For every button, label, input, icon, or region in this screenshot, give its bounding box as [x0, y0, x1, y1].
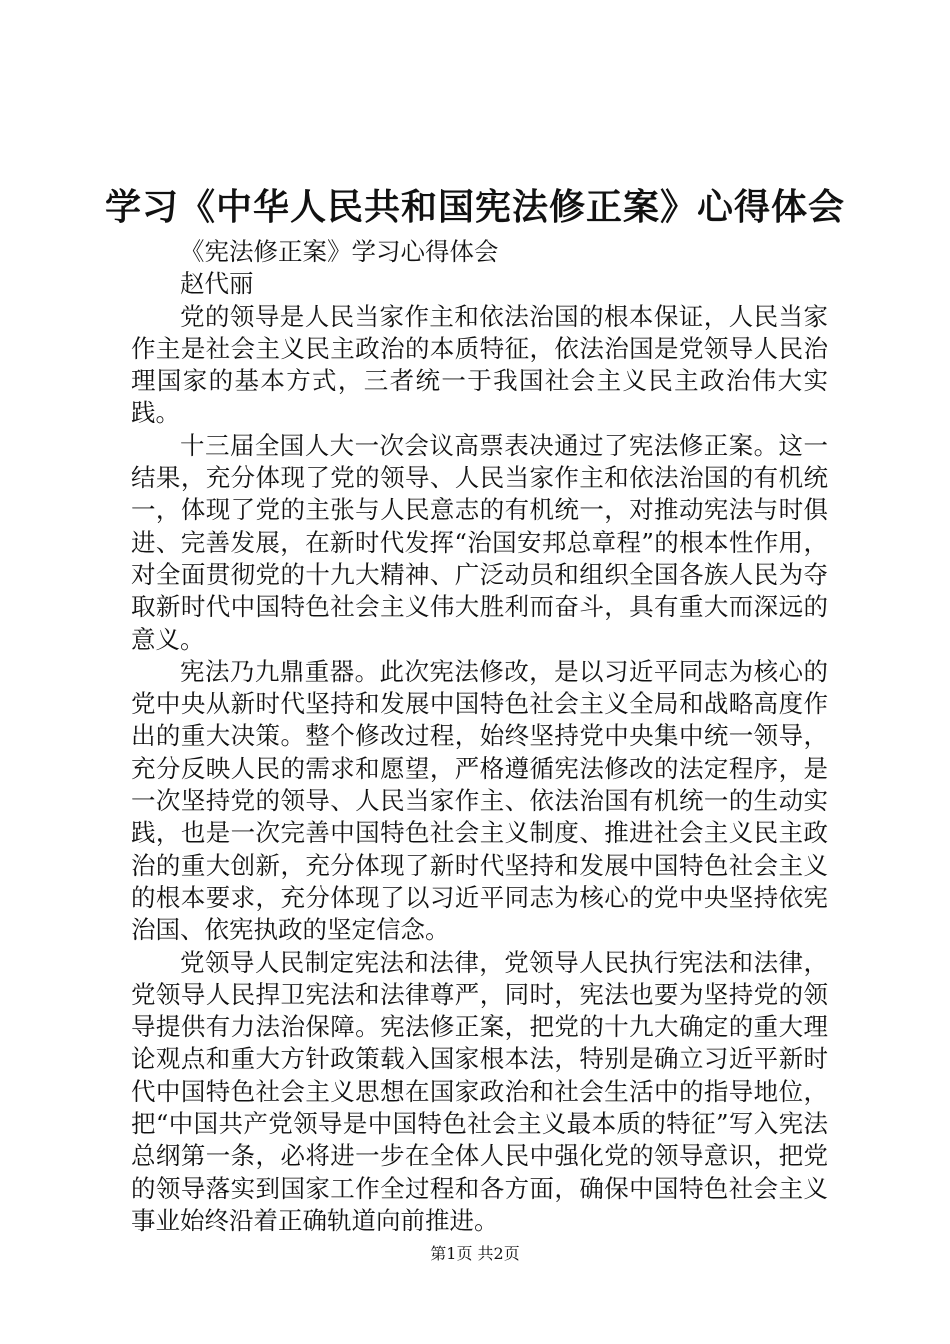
document-title: 学习《中华人民共和国宪法修正案》心得体会 — [104, 187, 845, 228]
paragraph: 党的领导是人民当家作主和依法治国的根本保证，人民当家作主是社会主义民主政治的本质特征，依法治国是党领导人民治理国家的基本方式，三者统一于我国社会主义民主政治伟大实践。 — [131, 301, 828, 428]
document-body — [131, 236, 828, 1237]
paragraph: 党领导人民制定宪法和法律，党领导人民执行宪法和法律，党领导人民捍卫宪法和法律尊严，同时，宪法也要为坚持党的领导提供有力法治保障。宪法修正案，把党的十九大确定的重大理论观点和重大方针政策载入国家根本法，特别是确立习近平新时代中国特色社会主义思想在国家政治和社会生活中的指导地位，把“中国共产党领导是中国特色社会主义最本质的特征”写入宪法总纲第一条，必将进一步在全体人民中强化党的领导意识，把党的领导落实到国家工作全过程和各方面，确保中国特色社会主义事业始终沿着正确轨道向前推进。 — [131, 947, 828, 1235]
document-author: 赵代丽 — [180, 269, 254, 299]
paragraph: 宪法乃九鼎重器。此次宪法修改，是以习近平同志为核心的党中央从新时代坚持和发展中国特色社会主义全局和战略高度作出的重大决策。整个修改过程，始终坚持党中央集中统一领导，充分反映人民的需求和愿望，严格遵循宪法修改的法定程序，是一次坚持党的领导、人民当家作主、依法治国有机统一的生动实践，也是一次完善中国特色社会主义制度、推进社会主义民主政治的重大创新，充分体现了新时代坚持和发展中国特色社会主义的根本要求，充分体现了以习近平同志为核心的党中央坚持依宪治国、依宪执政的坚定信念。 — [131, 656, 828, 945]
paragraph: 十三届全国人大一次会议高票表决通过了宪法修正案。这一结果，充分体现了党的领导、人民当家作主和依法治国的有机统一，体现了党的主张与人民意志的有机统一，对推动宪法与时俱进、完善发展，在新时代发挥“治国安邦总章程”的根本性作用，对全面贯彻党的十九大精神、广泛动员和组织全国各族人民为夺取新时代中国特色社会主义伟大胜利而奋斗，具有重大而深远的意义。 — [131, 430, 828, 654]
page-footer: 第1页 共2页 — [430, 1244, 520, 1263]
document-subtitle: 《宪法修正案》学习心得体会 — [180, 237, 499, 266]
